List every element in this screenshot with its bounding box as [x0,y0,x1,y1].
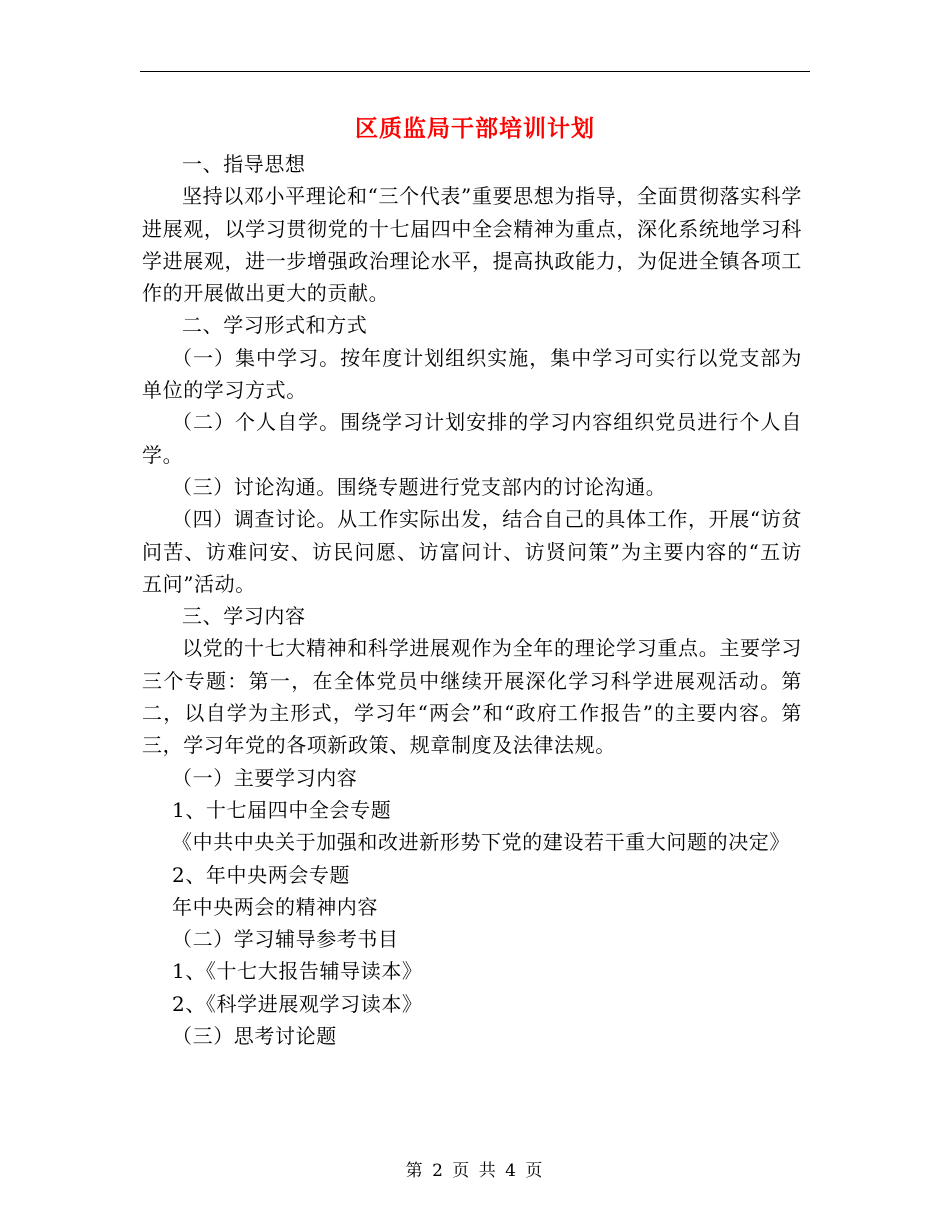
paragraph: 《中共中央关于加强和改进新形势下党的建设若干重大问题的决定》 [172,830,790,855]
paragraph: （四）调查讨论。从工作实际出发，结合自己的具体工作，开展“访贫问苦、访难问安、访民问愿、访富问计、访贤问策”为主要内容的“五访五问”活动。 [142,507,802,596]
paragraph: 1、《十七大报告辅导读本》 [172,959,423,984]
document-title: 区质监局干部培训计划 [355,115,595,142]
paragraph: （一）主要学习内容 [172,765,358,790]
paragraph: 坚持以邓小平理论和“三个代表”重要思想为指导，全面贯彻落实科学进展观，以学习贯彻党的十七届四中全会精神为重点，深化系统地学习科学进展观，进一步增强政治理论水平，提高执政能力，为促进全镇各项工作的开展做出更大的贡献。 [142,184,802,306]
paragraph: 一、指导思想 [182,152,306,176]
header-rule [140,71,810,72]
paragraph: 2、《科学进展观学习读本》 [172,991,423,1016]
paragraph: 三、学习内容 [182,604,306,629]
paragraph: （三）思考讨论题 [172,1024,337,1049]
paragraph: 以党的十七大精神和科学进展观作为全年的理论学习重点。主要学习三个专题：第一，在全体党员中继续开展深化学习科学进展观活动。第二，以自学为主形式，学习年“两会”和“政府工作报告”的主要内容。第三，学习年党的各项新政策、规章制度及法律法规。 [142,636,802,758]
document-body [142,148,802,1052]
paragraph: （三）讨论沟通。围绕专题进行党支部内的讨论沟通。 [172,474,667,499]
paragraph: 年中央两会的精神内容 [172,894,378,919]
paragraph: （二）个人自学。围绕学习计划安排的学习内容组织党员进行个人自学。 [142,410,802,467]
paragraph: 1、十七届四中全会专题 [172,797,392,822]
page-footer: 第 2 页 共 4 页 [405,1161,545,1181]
paragraph: 二、学习形式和方式 [182,313,368,338]
paragraph: （一）集中学习。按年度计划组织实施，集中学习可实行以党支部为单位的学习方式。 [142,345,802,403]
paragraph: （二）学习辅导参考书目 [172,927,399,952]
paragraph: 2、年中央两会专题 [172,862,351,887]
